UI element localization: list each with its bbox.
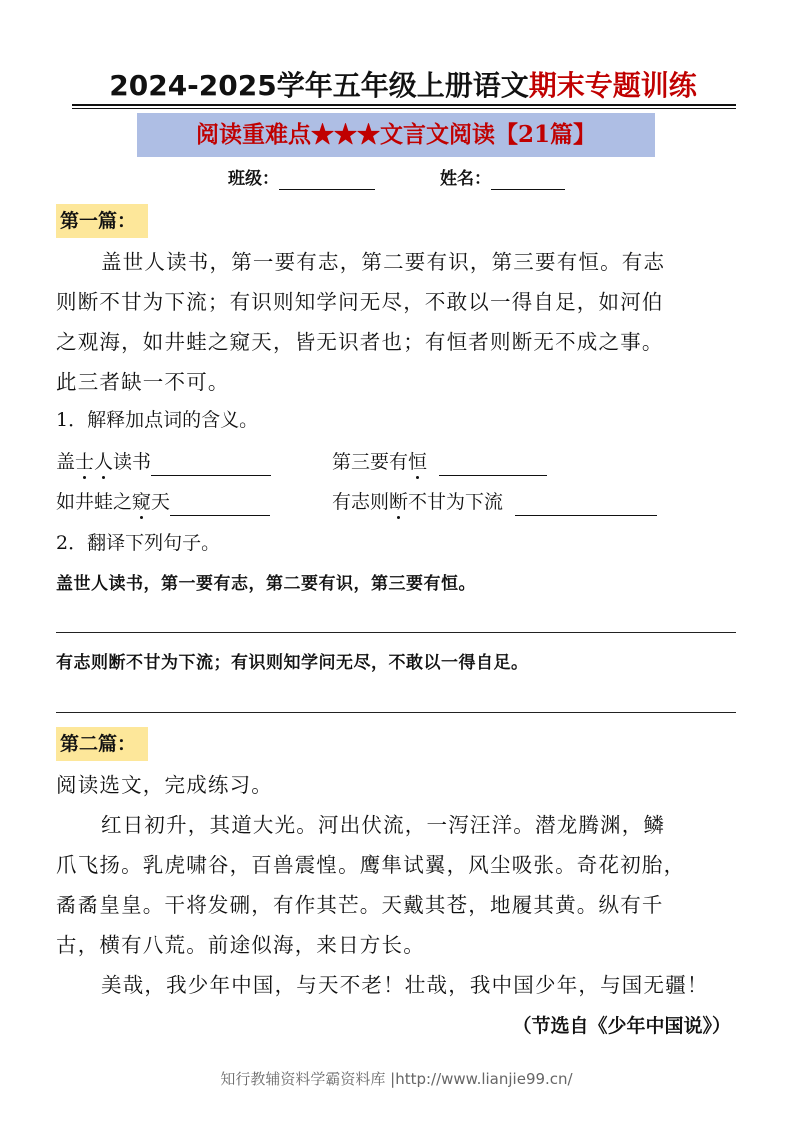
class-label: 班级： bbox=[228, 169, 279, 189]
passage-2-line: 美哉，我少年中国，与天不老！壮哉，我中国少年，与国无疆！ bbox=[101, 973, 709, 997]
passage-1-line: 之观海，如井蛙之窥天，皆无识者也；有恒者则断无不成之事。 bbox=[56, 330, 664, 354]
dotted-char: 恒 bbox=[408, 451, 428, 473]
word-item-1: 盖士人读书 bbox=[56, 448, 271, 476]
word-item-4: 有志则断不甘为下流 bbox=[332, 488, 657, 516]
dotted-char: 窥 bbox=[132, 491, 152, 513]
answer-line[interactable] bbox=[56, 632, 736, 633]
passage-2-line: 古，横有八荒。前途似海，来日方长。 bbox=[56, 933, 425, 957]
dotted-char: 士 bbox=[75, 451, 95, 473]
question-2: 2．翻译下列句子。 bbox=[56, 532, 221, 554]
title-rule-thick bbox=[72, 104, 736, 106]
class-field bbox=[228, 168, 375, 190]
title-highlight: 期末专题训练 bbox=[528, 69, 697, 102]
passage-2-line: 矞矞皇皇。干将发硎，有作其芒。天戴其苍，地履其黄。纵有千 bbox=[56, 893, 664, 917]
answer-blank[interactable] bbox=[170, 493, 270, 516]
name-blank[interactable] bbox=[491, 171, 565, 190]
answer-blank[interactable] bbox=[439, 453, 547, 476]
passage-1-line: 盖世人读书，第一要有志，第二要有识，第三要有恒。有志 bbox=[101, 250, 666, 274]
word-item-2: 第三要有恒 bbox=[332, 448, 547, 476]
dotted-char: 断 bbox=[389, 491, 409, 513]
class-blank[interactable] bbox=[279, 171, 375, 190]
translate-sentence-2: 有志则断不甘为下流；有识则知学问无尽，不敢以一得自足。 bbox=[56, 653, 529, 673]
intro-text: 阅读选文，完成练习。 bbox=[56, 773, 273, 797]
answer-blank[interactable] bbox=[151, 453, 271, 476]
title-main: 2024-2025学年五年级上册语文 bbox=[109, 69, 529, 102]
passage-1-line: 则断不甘为下流；有识则知学问无尽，不敢以一得自足，如河伯 bbox=[56, 290, 664, 314]
section-label-1: 第一篇： bbox=[56, 204, 148, 238]
question-1: 1．解释加点词的含义。 bbox=[56, 409, 259, 431]
answer-blank[interactable] bbox=[515, 493, 657, 516]
passage-2-line: 红日初升，其道大光。河出伏流，一泻汪洋。潜龙腾渊，鳞 bbox=[101, 813, 666, 837]
passage-1-line: 此三者缺一不可。 bbox=[56, 370, 230, 394]
source-citation: （节选自《少年中国说》） bbox=[512, 1015, 731, 1037]
subtitle-banner: 阅读重难点★★★文言文阅读【21篇】 bbox=[137, 113, 655, 157]
page-title bbox=[70, 66, 736, 106]
translate-sentence-1: 盖世人读书，第一要有志，第二要有识，第三要有恒。 bbox=[56, 574, 476, 594]
word-item-3: 如井蛙之窥天 bbox=[56, 488, 270, 516]
title-rule-thin bbox=[72, 108, 736, 109]
answer-line[interactable] bbox=[56, 712, 736, 713]
section-label-2: 第二篇： bbox=[56, 727, 148, 761]
name-field bbox=[440, 168, 565, 190]
passage-2-line: 爪飞扬。乳虎啸谷，百兽震惶。鹰隼试翼，风尘吸张。奇花初胎， bbox=[56, 853, 686, 877]
name-label: 姓名： bbox=[440, 169, 491, 189]
dotted-char: 人 bbox=[94, 451, 114, 473]
footer-watermark: 知行教辅资料学霸资料库 |http://www.lianjie99.cn/ bbox=[220, 1070, 573, 1088]
